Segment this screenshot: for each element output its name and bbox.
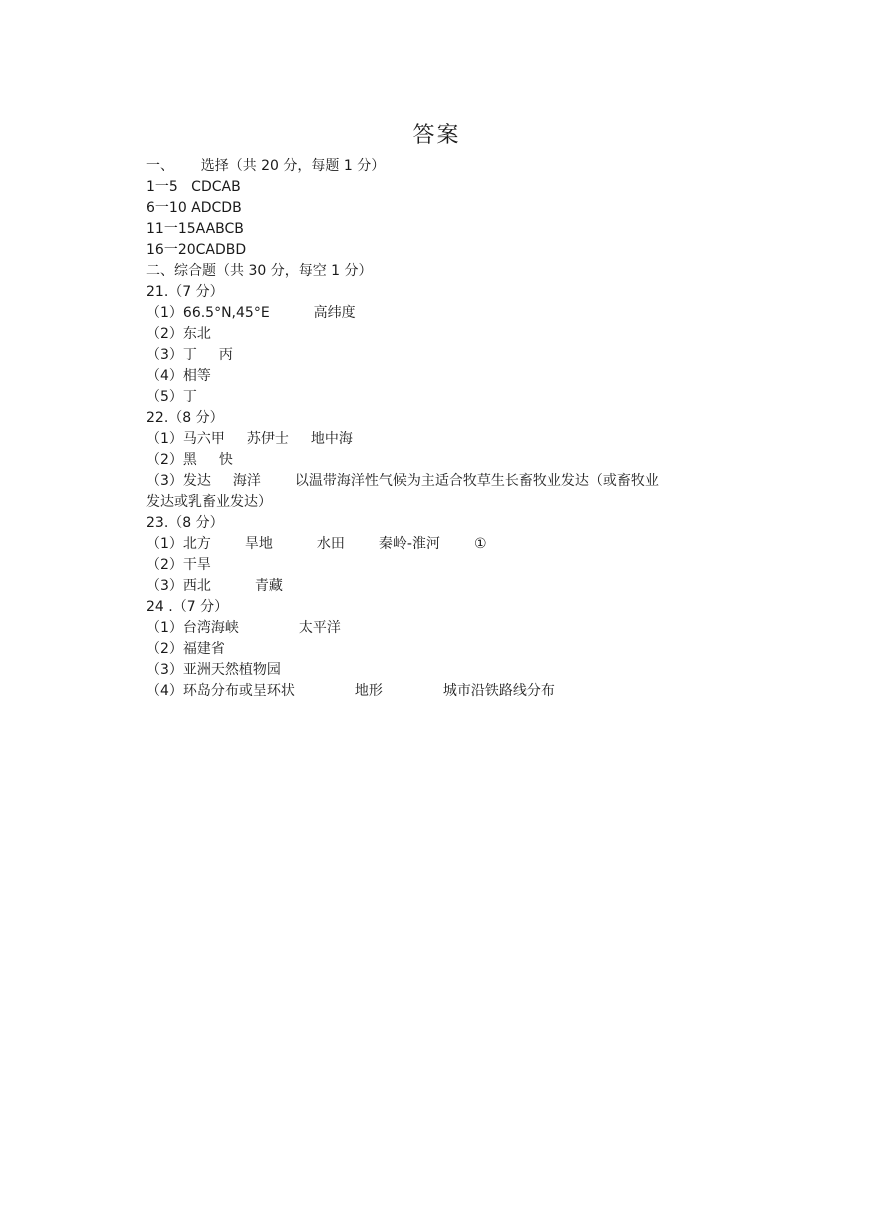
q23-answer-3-part2: 青藏 bbox=[254, 578, 283, 594]
q23-answer-3-part1: （3）西北 bbox=[146, 578, 211, 594]
q24-answer-4 bbox=[146, 681, 746, 702]
q21-answer-1-part2: 高纬度 bbox=[313, 305, 356, 321]
q23-answer-1-part3: 水田 bbox=[316, 536, 345, 552]
q23-answer-1-part5: ① bbox=[473, 536, 487, 552]
q21-answer-1-part1: （1）66.5°N,45°E bbox=[146, 305, 270, 321]
q24-answer-1-part1: （1）台湾海峡 bbox=[146, 620, 239, 636]
q24-answer-1-part2: 太平洋 bbox=[298, 620, 341, 636]
q22-answer-2-part2: 快 bbox=[218, 452, 233, 468]
q23-heading: 23.（8 分） bbox=[146, 515, 224, 531]
q23-answer-1 bbox=[146, 534, 746, 555]
q24-answer-4-part2: 地形 bbox=[354, 683, 383, 699]
q23-answer-2: （2）干旱 bbox=[146, 557, 211, 573]
choice-answers-1-5: 1一5 CDCAB bbox=[146, 179, 241, 195]
q21-answer-2: （2）东北 bbox=[146, 326, 211, 342]
q22-answer-1-part3: 地中海 bbox=[310, 431, 353, 447]
q24-answer-1 bbox=[146, 618, 746, 639]
q21-answer-3 bbox=[146, 345, 746, 366]
q24-answer-2: （2）福建省 bbox=[146, 641, 225, 657]
q21-answer-4: （4）相等 bbox=[146, 368, 211, 384]
choice-answers-11-15: 11一15AABCB bbox=[146, 221, 244, 237]
q22-answer-1-part1: （1）马六甲 bbox=[146, 431, 225, 447]
q24-answer-4-part1: （4）环岛分布或呈环状 bbox=[146, 683, 295, 699]
q21-answer-3-part2: 丙 bbox=[218, 347, 233, 363]
q22-heading: 22.（8 分） bbox=[146, 410, 224, 426]
q22-answer-1-part2: 苏伊士 bbox=[246, 431, 289, 447]
page-title: 答案 bbox=[412, 123, 461, 148]
answer-content bbox=[146, 156, 746, 702]
section1-heading: 一、 选择（共 20 分，每题 1 分） bbox=[146, 158, 386, 174]
q22-answer-3-continued: 发达或乳畜业发达） bbox=[146, 494, 272, 510]
q22-answer-2 bbox=[146, 450, 746, 471]
q23-answer-1-part2: 旱地 bbox=[244, 536, 273, 552]
q21-answer-1 bbox=[146, 303, 746, 324]
q22-answer-3-part1: （3）发达 bbox=[146, 473, 211, 489]
q23-answer-3 bbox=[146, 576, 746, 597]
choice-answers-16-20: 16一20CADBD bbox=[146, 242, 247, 258]
choice-answers-6-10: 6一10 ADCDB bbox=[146, 200, 242, 216]
q21-heading: 21.（7 分） bbox=[146, 284, 224, 300]
q21-answer-3-part1: （3）丁 bbox=[146, 347, 197, 363]
q24-answer-4-part3: 城市沿铁路线分布 bbox=[442, 683, 555, 699]
q21-answer-5: （5）丁 bbox=[146, 389, 197, 405]
section2-heading: 二、综合题（共 30 分，每空 1 分） bbox=[146, 263, 373, 279]
q22-answer-2-part1: （2）黑 bbox=[146, 452, 197, 468]
q22-answer-3-part2: 海洋 bbox=[232, 473, 261, 489]
q22-answer-3-part3: 以温带海洋性气候为主适合牧草生长畜牧业发达（或畜牧业 bbox=[294, 473, 659, 489]
q22-answer-3 bbox=[146, 471, 746, 492]
q24-answer-3: （3）亚洲天然植物园 bbox=[146, 662, 281, 678]
q22-answer-1 bbox=[146, 429, 746, 450]
q23-answer-1-part1: （1）北方 bbox=[146, 536, 211, 552]
q23-answer-1-part4: 秦岭-淮河 bbox=[378, 536, 440, 552]
q24-heading: 24 .（7 分） bbox=[146, 599, 229, 615]
